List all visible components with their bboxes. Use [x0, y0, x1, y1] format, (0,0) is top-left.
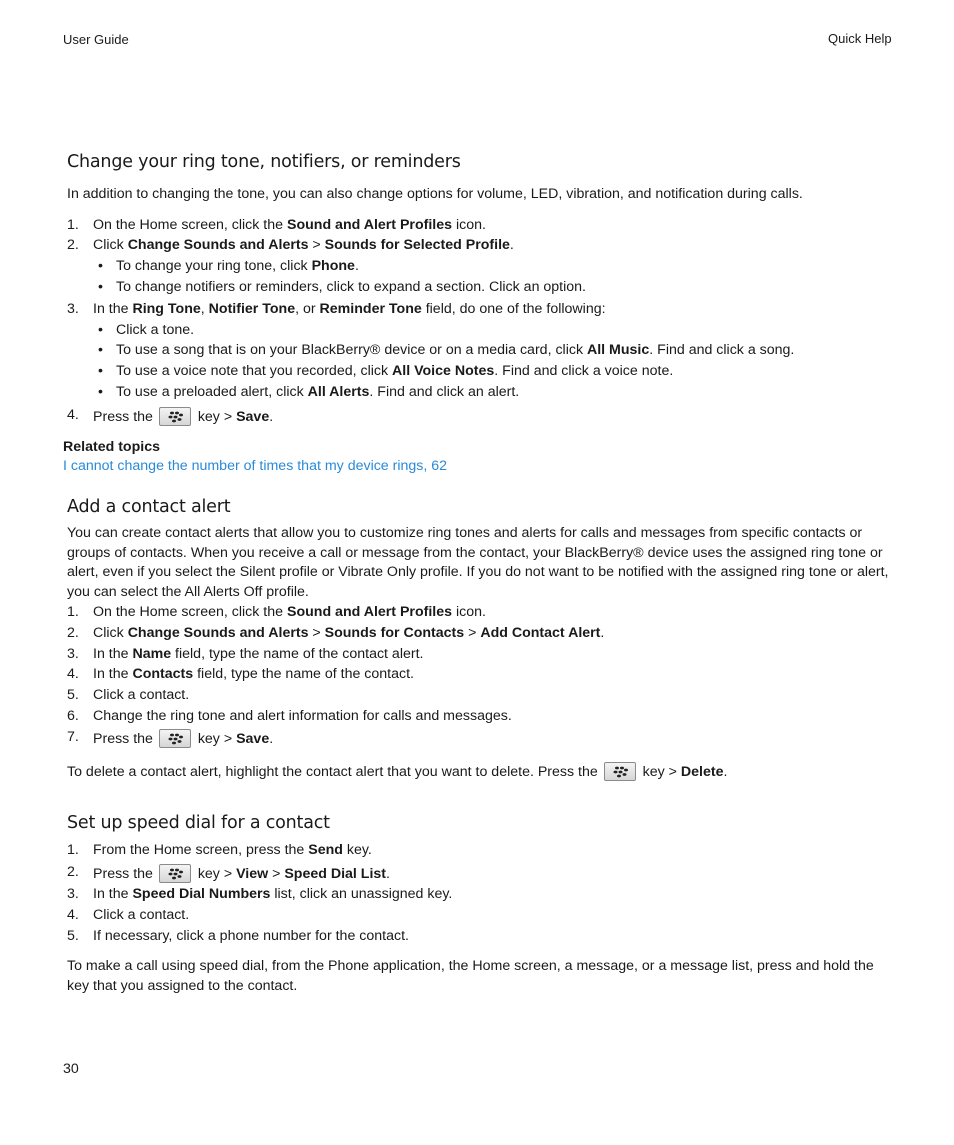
bullet-icon: •: [98, 279, 103, 295]
blackberry-menu-key-icon: [159, 729, 191, 748]
step-number: 4.: [67, 666, 79, 682]
step-number: 2.: [67, 625, 79, 641]
speed-dial-outro: To make a call using speed dial, from the Phone application, the Home screen, a message, or a message list, press and hold the key that you assigned to the contact.: [67, 958, 874, 994]
step-number: 3.: [67, 301, 79, 317]
step-number: 3.: [67, 886, 79, 902]
header-left: User Guide: [63, 32, 129, 47]
header-right: Quick Help: [828, 31, 892, 46]
step-number: 5.: [67, 687, 79, 703]
blackberry-menu-key-icon: [159, 407, 191, 426]
section-title-speed-dial: Set up speed dial for a contact: [67, 813, 330, 833]
step-number: 1.: [67, 217, 79, 233]
page-number: 30: [63, 1061, 79, 1077]
step-number: 2.: [67, 864, 79, 880]
bullet-icon: •: [98, 342, 103, 358]
step-number: 5.: [67, 928, 79, 944]
step-number: 1.: [67, 604, 79, 620]
bullet-icon: •: [98, 363, 103, 379]
section2-intro: You can create contact alerts that allow you to customize ring tones and alerts for calls and messages from specific contacts or groups of contacts. When you receive a call or message from the contact, your BlackBerry® device uses the assigned ring tone or alert, even if you select the Silent profile or Vibrate Only profile. If you do not want to be notified with the assigned ring tone or alert, you can select the All Alerts Off profile.: [67, 525, 889, 600]
bullet-icon: •: [98, 384, 103, 400]
related-topics-title: Related topics: [63, 439, 160, 455]
step-number: 4.: [67, 907, 79, 923]
section-title-ring-tone: Change your ring tone, notifiers, or reminders: [67, 152, 461, 172]
step-number: 6.: [67, 708, 79, 724]
step-number: 2.: [67, 237, 79, 253]
bullet-icon: •: [98, 258, 103, 274]
blackberry-menu-key-icon: [604, 762, 636, 781]
step-number: 3.: [67, 646, 79, 662]
section-title-contact-alert: Add a contact alert: [67, 497, 231, 517]
step-number: 7.: [67, 729, 79, 745]
step-number: 4.: [67, 407, 79, 423]
step-number: 1.: [67, 842, 79, 858]
related-topic-link[interactable]: I cannot change the number of times that my device rings, 62: [63, 458, 448, 474]
section1-intro: In addition to changing the tone, you can also change options for volume, LED, vibration, and notification during calls.: [67, 186, 803, 202]
delete-contact-alert-note: To delete a contact alert, highlight the contact alert that you want to delete. Press the key > Delete.: [67, 764, 728, 780]
bullet-icon: •: [98, 322, 103, 338]
blackberry-menu-key-icon: [159, 864, 191, 883]
